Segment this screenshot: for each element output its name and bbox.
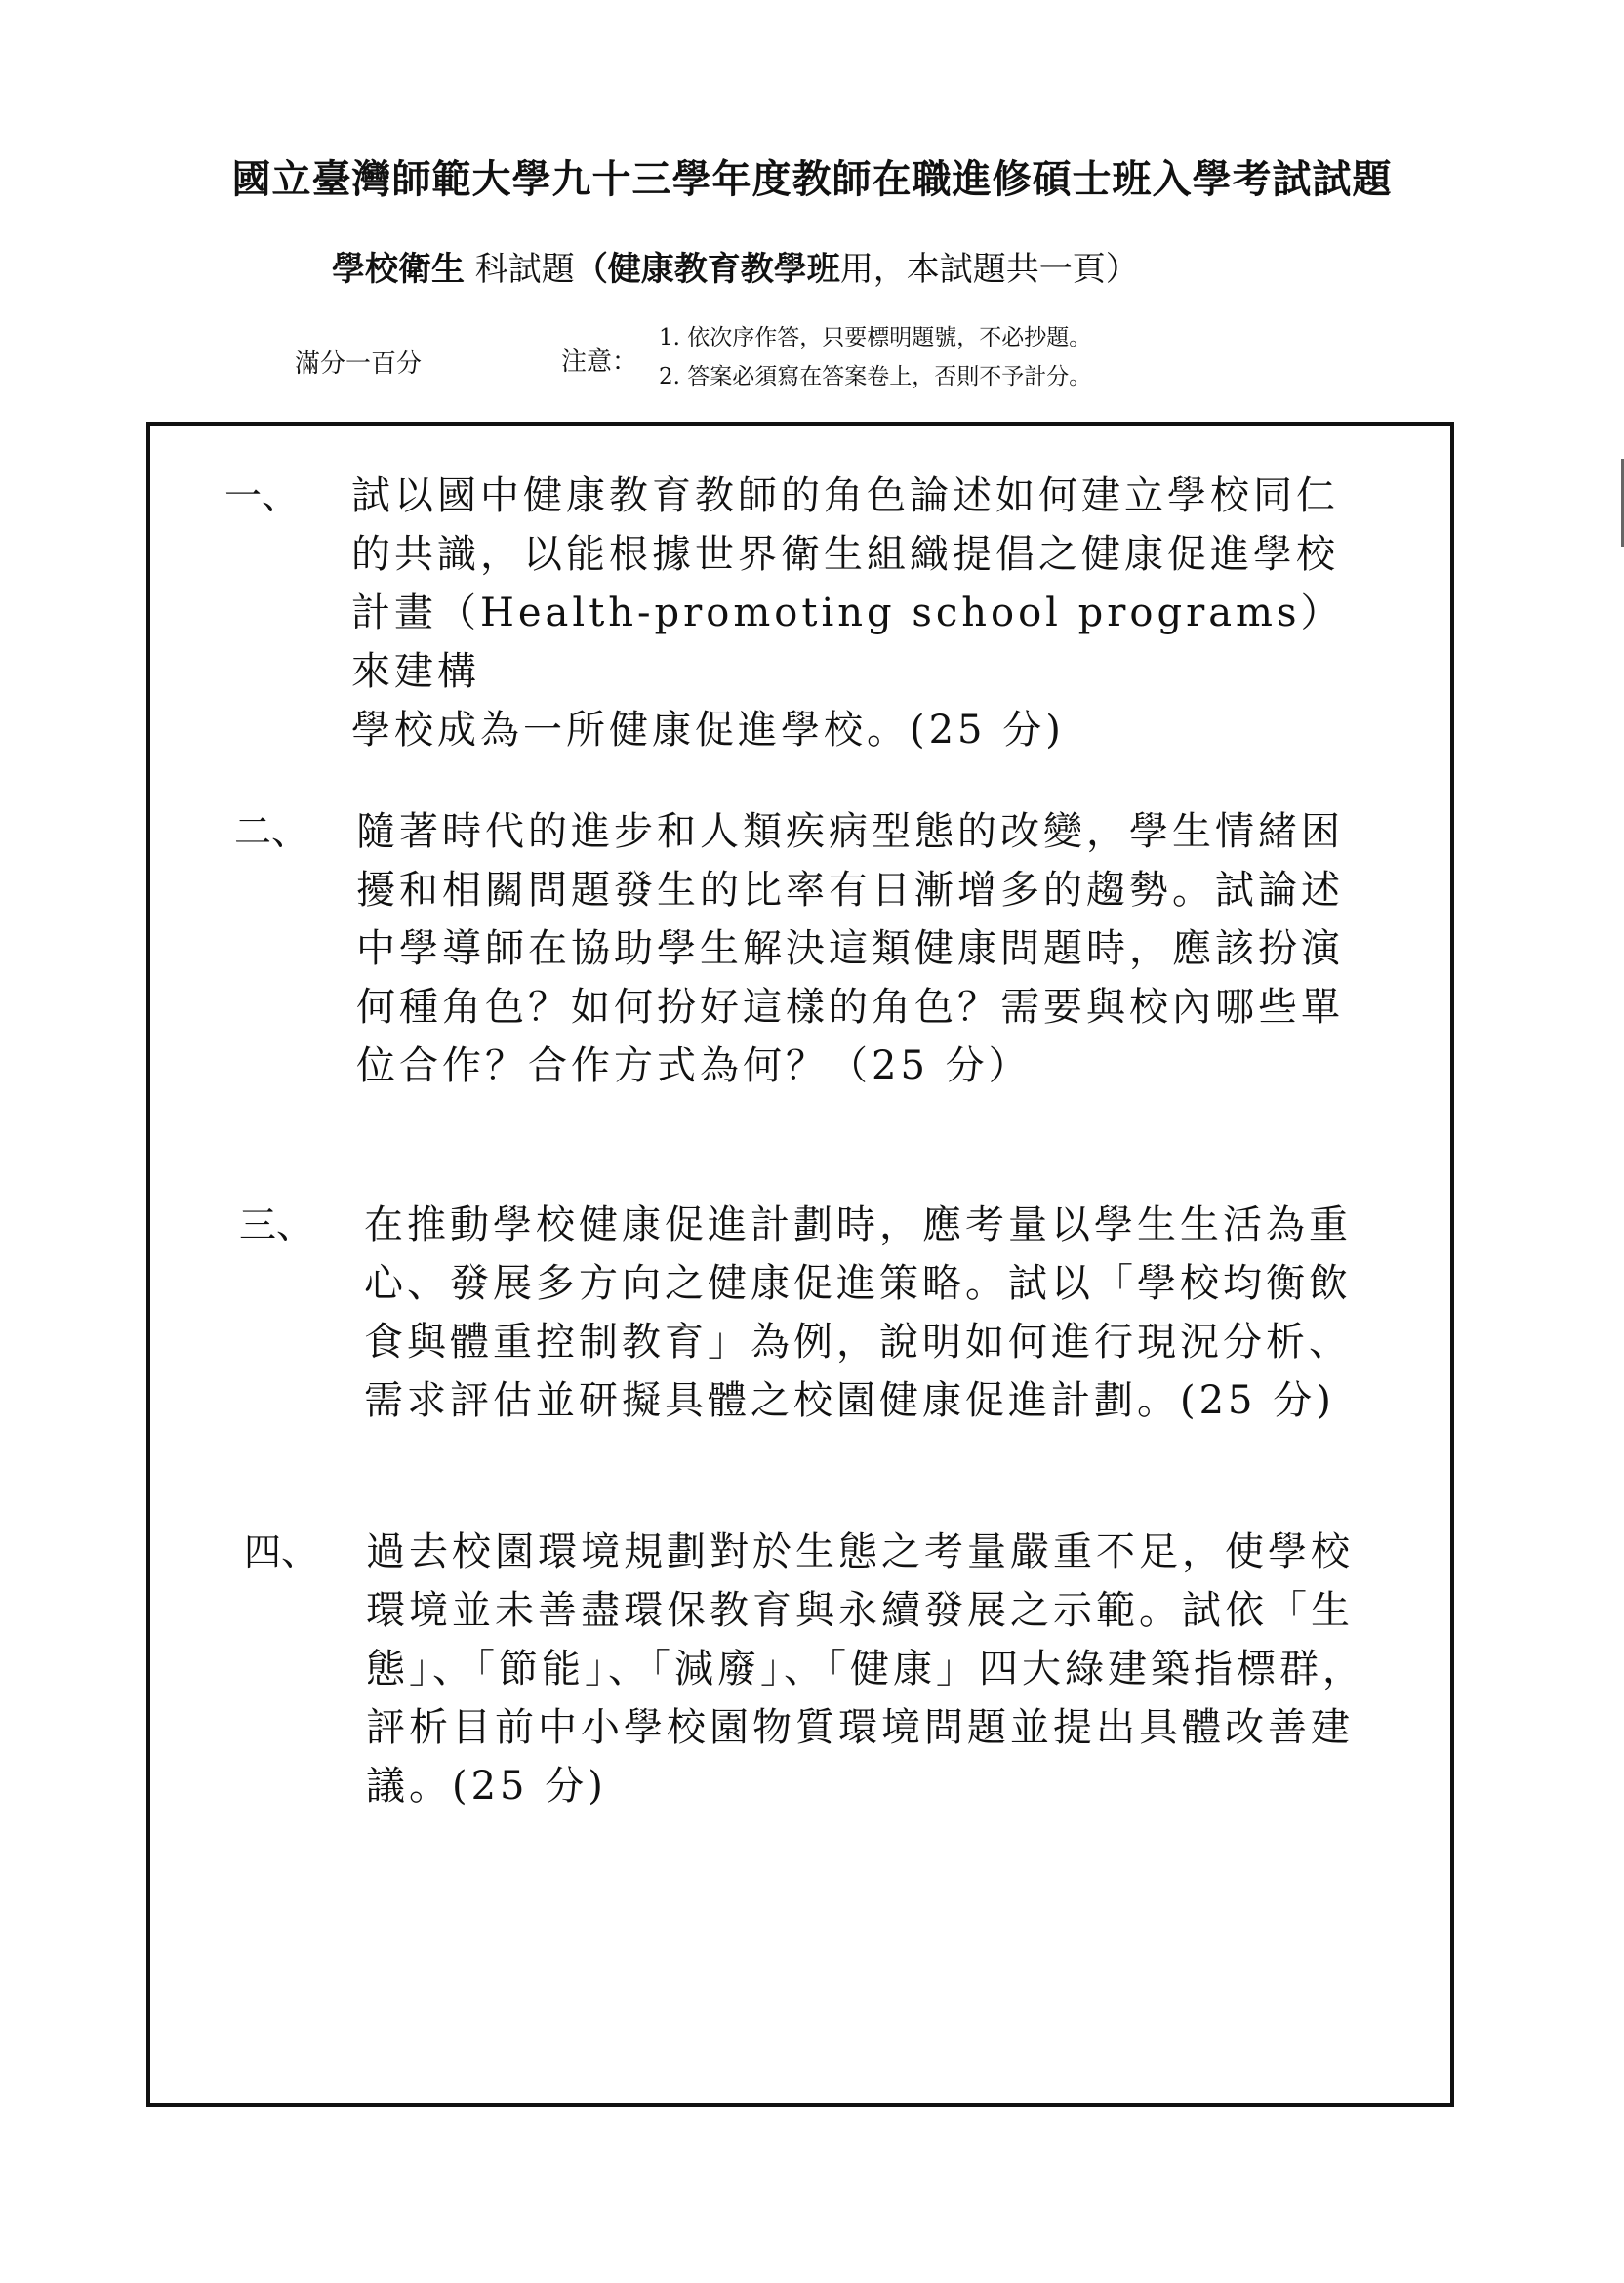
question-line: 的共識，以能根據世界衛生組織提倡之健康促進學校 <box>351 532 1339 577</box>
question-text <box>364 1196 1389 1430</box>
question-line: 需求評估並研擬具體之校園健康促進計劃。(25 分) <box>364 1378 1335 1423</box>
question-line: 計畫（Health-promoting school programs）來建構 <box>351 591 1344 694</box>
full-score: 滿分一百分 <box>295 349 423 379</box>
class-note-bold: （健康教育教學班 <box>574 250 840 289</box>
question-line: 試以國中健康教育教師的角色論述如何建立學校同仁 <box>351 473 1339 518</box>
question-number: 一、 <box>224 474 300 517</box>
question-line: 中學導師在協助學生解決這類健康問題時，應該扮演 <box>356 926 1344 971</box>
question-number: 三、 <box>239 1203 314 1246</box>
question-line: 位合作？合作方式為何？（25 分） <box>356 1043 1032 1088</box>
notice-item: 1. 依次序作答，只要標明題號，不必抄題。 <box>659 325 1092 350</box>
question-number: 四、 <box>244 1530 319 1573</box>
question-line: 心、發展多方向之健康促進策略。試以「學校均衡飲 <box>364 1261 1352 1306</box>
notice-label: 注意： <box>561 347 638 377</box>
question-line: 過去校園環境規劃對於生態之考量嚴重不足，使學校 <box>366 1529 1354 1574</box>
question-text <box>356 802 1381 1095</box>
subject-line <box>332 242 1139 290</box>
question-text <box>351 467 1376 759</box>
question-line: 何種角色？如何扮好這樣的角色？需要與校內哪些單 <box>356 985 1344 1030</box>
notice-item: 2. 答案必須寫在答案卷上，否則不予計分。 <box>659 364 1092 389</box>
question-line: 議。(25 分) <box>366 1764 607 1809</box>
question-line: 學校成為一所健康促進學校。(25 分) <box>351 708 1065 753</box>
question-number: 二、 <box>234 810 309 853</box>
notice-list <box>659 318 1091 396</box>
exam-title: 國立臺灣師範大學九十三學年度教師在職進修碩士班入學考試試題 <box>231 156 1393 202</box>
subject-name: 學校衛生 <box>332 250 465 289</box>
question-line: 態」、「節能」、「減廢」、「健康」四大綠建築指標群， <box>366 1647 1365 1692</box>
class-note-rest: 用，本試題共一頁） <box>839 250 1139 289</box>
question-line: 食與體重控制教育」為例，說明如何進行現況分析、 <box>364 1320 1352 1365</box>
question-text <box>366 1523 1391 1815</box>
question-line: 隨著時代的進步和人類疾病型態的改變，學生情緒困 <box>356 809 1344 854</box>
question-line: 擾和相關問題發生的比率有日漸增多的趨勢。試論述 <box>356 868 1344 913</box>
question-line: 環境並未善盡環保教育與永續發展之示範。試依「生 <box>366 1588 1354 1633</box>
subject-suffix: 科試題 <box>465 250 575 289</box>
question-line: 在推動學校健康促進計劃時，應考量以學生生活為重 <box>364 1203 1352 1247</box>
question-line: 評析目前中小學校園物質環境問題並提出具體改善建 <box>366 1705 1354 1750</box>
